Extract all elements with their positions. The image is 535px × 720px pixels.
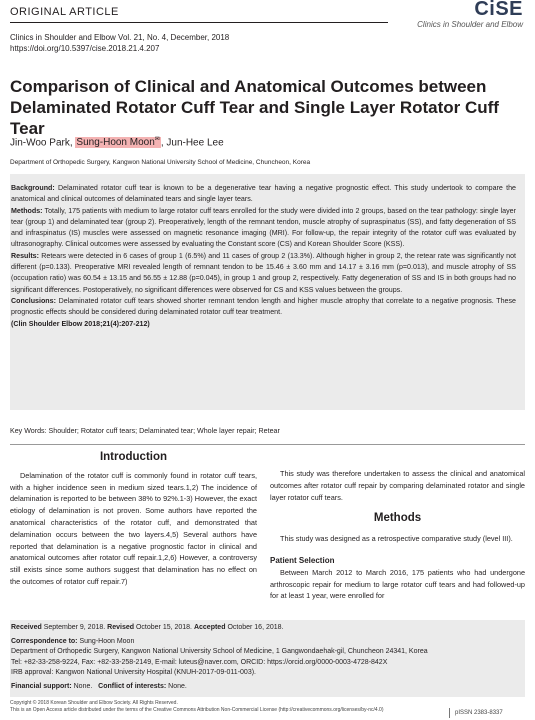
- conclusions-label: Conclusions:: [11, 296, 56, 305]
- header-rule: [10, 22, 388, 23]
- right-column: [270, 468, 525, 602]
- results-label: Results:: [11, 251, 39, 260]
- abstract-methods: [11, 206, 516, 251]
- journal-citation-line: Clinics in Shoulder and Elbow Vol. 21, No. 4, December, 2018: [10, 33, 230, 42]
- license-text: This is an Open Access article distributed under the terms of the Creative Commons Attribution Non-Commercial License (http://creativecommons.org/licenses/by-nc/4.0): [10, 707, 384, 713]
- conflict-label: Conflict of interests:: [98, 683, 167, 691]
- abstract-results: [11, 251, 516, 296]
- author-list: [10, 136, 224, 148]
- keywords-text: Shoulder; Rotator cuff tears; Delaminated tear; Whole layer repair; Retear: [46, 427, 280, 435]
- patient-selection-heading: Patient Selection: [270, 555, 335, 565]
- methods-heading: Methods: [373, 512, 422, 525]
- doi-link[interactable]: https://doi.org/10.5397/cise.2018.21.4.207: [10, 44, 160, 53]
- abstract-citation: [11, 319, 516, 330]
- citation-text: (Clin Shoulder Elbow 2018;21(4):207-212): [11, 319, 150, 328]
- author-2-name: Sung-Hoon Moon: [76, 137, 155, 149]
- introduction-paragraph: Delamination of the rotator cuff is commonly found in rotator cuff tears, with a higher incidence seen in medium sized tears.1,2) The incidence of delamination is reported to be between 38% to 92%.1-3) However, the exact etiology of delamination is not proven. Some authors have reported the anatomical characteristics of the rotator cuff, and demonstrated that delamination occurs between the two layers.4,5) Several authors have reported that delamination is a negative prognostic factor in clinical and anatomical outcomes after rotator cuff repair.1,2,6) However, a controversy still exists since some authors suggest that delamination has no effect on the outcomes of rotator cuff repair.7): [10, 470, 257, 586]
- results-text: Retears were detected in 6 cases of group 1 (6.5%) and 11 cases of group 2 (13.3%). Although higher in group 2, the retear rate was significantly not different (p=0.133). Preoperative MRI revealed length of remnant tendon to be 15.46 ± 3.60 mm and 14.17 ± 3.16 mm (p=0.013), and muscle atrophy of SS (occupation ratio) was 60.54 ± 13.15 and 56.55 ± 12.88 (p=0.045), in group 1 and group 2, respectively. Fatty degeneration of SS and IS in both groups had no significant differences. Postoperatively, no significant differences were observed for CS and KSS values between the groups.: [11, 251, 516, 294]
- issn: pISSN 2383-8337: [455, 710, 503, 716]
- abstract-background: [11, 183, 516, 206]
- dates-line: [11, 623, 516, 633]
- author-3: , Jun-Hee Lee: [160, 137, 224, 149]
- received-date: September 9, 2018.: [43, 624, 106, 631]
- journal-logo: [417, 0, 523, 30]
- received-label: Received: [11, 624, 42, 631]
- methods-paragraph: This study was designed as a retrospective comparative study (level III).: [280, 534, 513, 544]
- article-type-label: ORIGINAL ARTICLE: [10, 6, 119, 18]
- background-text: Delaminated rotator cuff tear is known to be a degenerative tear having a negative prognostic effect. This study undertook to compare the anatomical and clinical outcomes of delaminated tears and single layer tears.: [11, 184, 516, 204]
- methods-text: Totally, 175 patients with medium to large rotator cuff tears enrolled for the study were divided into 2 groups, based on the tear pathology: single layer tear (group 1) and delaminated tear (group 2). Preoperatively, length of the remnant tendon, muscle atrophy of supraspinatus (SS), and fatty degeneration of SS and infraspinatus (IS) muscles were assessed on magnetic resonance imaging (MRI). For follow-up, the repair integrity of the rotator cuff was evaluated by ultrasonography. Clinical outcomes were assessed by evaluating the Constant score (CS) and Korean Shoulder Score (KSS).: [11, 206, 516, 249]
- logo-subtitle: Clinics in Shoulder and Elbow: [417, 20, 523, 29]
- article-info-box: [10, 620, 525, 697]
- conclusions-text: Delaminated rotator cuff tears showed shorter remnant tendon length and higher muscle atrophy that correlate to a negative prognosis. These prognostic effects should be considered during delaminated rotator cuff tear treatment.: [11, 296, 516, 317]
- abstract-conclusions: [11, 296, 516, 319]
- article-title: [10, 76, 525, 139]
- abstract-box: [10, 174, 525, 410]
- correspondence-mark-icon: ✉: [154, 137, 160, 143]
- title-line-1: Comparison of Clinical and Anatomical Outcomes between: [10, 77, 487, 96]
- revised-date: October 15, 2018.: [135, 624, 193, 631]
- correspondence-name: Sung-Hoon Moon: [79, 638, 135, 646]
- affiliation: Department of Orthopedic Surgery, Kangwon National University School of Medicine, Chuncheon, Korea: [10, 159, 311, 166]
- intro-closing-paragraph: This study was therefore undertaken to assess the clinical and anatomical outcomes after rotator cuff repair by comparing delaminated rotator and single layer rotator cuff tears.: [270, 469, 525, 502]
- accepted-date: October 16, 2018.: [227, 624, 284, 631]
- support-line: [11, 682, 516, 692]
- author-2-highlighted[interactable]: [75, 137, 160, 148]
- accepted-label: Accepted: [193, 624, 226, 631]
- footer-separator: [449, 708, 450, 718]
- methods-label: Methods:: [11, 206, 43, 215]
- logo-mark: CiSE: [474, 0, 523, 20]
- correspondence-line: [11, 637, 516, 647]
- keywords: [10, 427, 280, 435]
- section-divider: [10, 444, 525, 445]
- correspondence-label: Correspondence to:: [11, 638, 78, 646]
- correspondence-address: Department of Orthopedic Surgery, Kangwon National University School of Medicine, 1 Gangwondaehak-gil, Chuncheon 24341, Korea: [11, 648, 428, 656]
- irb-line: IRB approval: Kangwon National University Hospital (KNUH-2017-09-011-003).: [11, 668, 256, 676]
- background-label: Background:: [11, 184, 55, 192]
- copyright-text: Copyright © 2018 Korean Shoulder and Elbow Society. All Rights Reserved.: [10, 700, 178, 706]
- support-value: None.: [73, 683, 93, 691]
- contact-line[interactable]: Tel: +82-33-258-9224, Fax: +82-33-258-2149, E-mail: luteus@naver.com, ORCID: https://orcid.org/0000-0003-4728-842X: [11, 658, 388, 666]
- conflict-value: None.: [168, 683, 187, 691]
- footer-copyright: [10, 700, 384, 714]
- revised-label: Revised: [107, 624, 135, 631]
- patient-selection-paragraph: Between March 2012 to March 2016, 175 patients who had undergone arthroscopic repair for medium to large rotator cuff tears and had followed-up for at least 1 year, were enrolled for: [270, 567, 525, 601]
- author-1: Jin-Woo Park,: [10, 137, 73, 149]
- introduction-heading: Introduction: [99, 451, 168, 463]
- support-label: Financial support:: [11, 683, 72, 691]
- keywords-label: Key Words:: [10, 427, 47, 435]
- left-column: [10, 452, 257, 588]
- title-line-2: Delaminated Rotator Cuff Tear and Single Layer Rotator Cuff Tear: [10, 98, 499, 138]
